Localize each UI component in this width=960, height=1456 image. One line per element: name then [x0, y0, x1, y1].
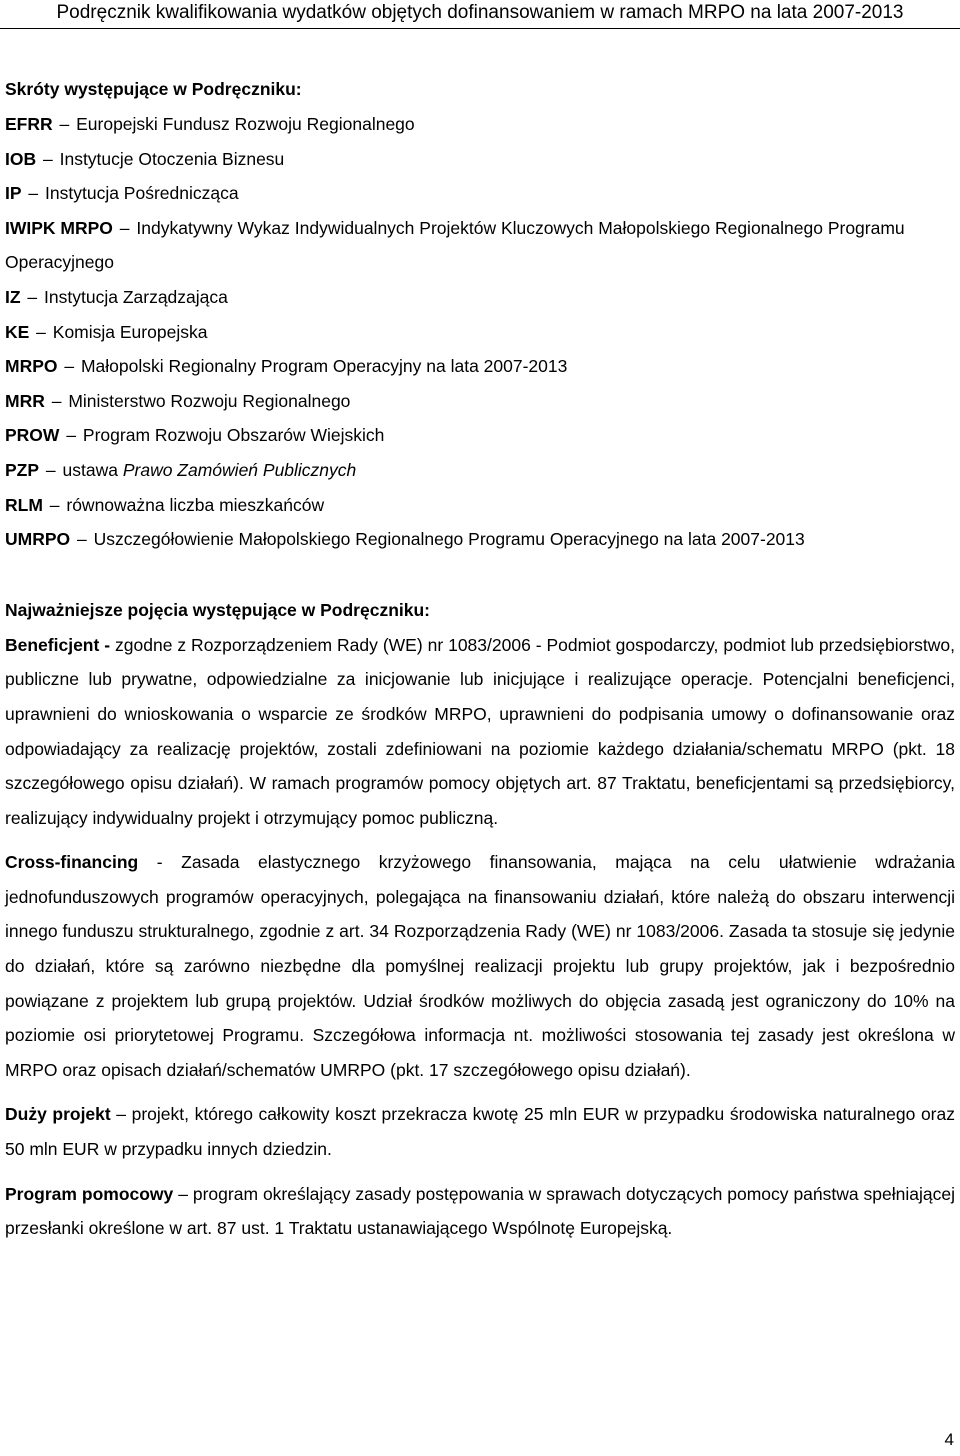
concept-separator: –: [110, 1104, 132, 1125]
concept-beneficjent: [5, 628, 955, 836]
abbreviation-item: PROW – Program Rozwoju Obszarów Wiejskich: [5, 425, 385, 446]
abbreviation-item: KE – Komisja Europejska: [5, 321, 208, 342]
abbreviation-term: IWIPK MRPO: [5, 217, 113, 238]
abbreviation-item: IWIPK MRPO – Indykatywny Wykaz Indywidualnych Projektów Kluczowych Małopolskiego Regionalnego Programu Operacyjnego: [5, 217, 905, 273]
abbreviation-term: IOB: [5, 148, 37, 169]
page-number: 4: [944, 1430, 954, 1449]
abbreviation-term: MRPO: [5, 356, 58, 377]
concept-text: Zasada elastycznego krzyżowego finansowania, mająca na celu ułatwienie wdrażania jednofunduszowych programów operacyjnych, polegająca na finansowaniu działań, które należą do obszaru interwencji innego funduszu strukturalnego, zgodnie z art. 34 Rozporządzenia Rady (WE) nr 1083/2006. Zasada ta stosuje się jedynie do działań, które są zarówno niezbędne dla pomyślnej realizacji projektu lub grupy projektów, jak i bezpośrednio powiązane z projektem lub grupą projektów. Udział środków możliwych do objęcia zasadą jest ograniczony do 10% na poziomie osi priorytetowej Programu. Szczegółowa informacja nt. możliwości stosowania tej zasady jest określona w MRPO oraz opisach działań/schematów UMRPO (pkt. 17 szczegółowego opisu działań).: [5, 852, 955, 1080]
concept-text: projekt, którego całkowity koszt przekracza kwotę 25 mln EUR w przypadku środowiska naturalnego oraz 50 mln EUR w przypadku innych dziedzin.: [5, 1104, 955, 1160]
abbreviation-definition: Instytucja Zarządzająca: [44, 286, 228, 307]
abbreviation-item: EFRR – Europejski Fundusz Rozwoju Regionalnego: [5, 114, 415, 134]
abbreviation-definition: Instytucje Otoczenia Biznesu: [59, 148, 285, 169]
abbreviation-term: KE: [5, 321, 30, 342]
abbreviation-definition: Europejski Fundusz Rozwoju Regionalnego: [76, 114, 415, 134]
abbreviation-term: UMRPO: [5, 529, 71, 550]
abbreviation-item: PZP – ustawa Prawo Zamówień Publicznych: [5, 459, 357, 480]
abbreviation-item: IOB – Instytucje Otoczenia Biznesu: [5, 148, 285, 169]
page-content: [5, 72, 955, 1246]
concept-separator: -: [99, 634, 116, 655]
abbreviations-heading: Skróty występujące w Podręczniku:: [5, 79, 302, 99]
concept-text: zgodne z Rozporządzeniem Rady (WE) nr 1083/2006 - Podmiot gospodarczy, podmiot lub przedsiębiorstwo, publiczne lub prywatne, odpowiedzialne za inicjowanie lub inicjujące i realizujące operacje. Potencjalni beneficjenci, uprawnieni do wnioskowania o wsparcie ze środków MRPO, uprawnieni do podpisania umowy o dofinansowanie oraz odpowiadający za realizację projektów, zostali zdefiniowani na poziomie każdego działania/schematu MRPO (pkt. 18 szczegółowego opisu działań). W ramach programów pomocy objętych art. 87 Traktatu, beneficjentami są przedsiębiorcy, realizujący indywidualny projekt i otrzymujący pomoc publiczną.: [5, 634, 955, 828]
abbreviation-term: RLM: [5, 494, 43, 515]
abbreviation-term: PROW: [5, 425, 60, 446]
abbreviation-item: MRR – Ministerstwo Rozwoju Regionalnego: [5, 390, 351, 411]
abbreviation-item: IZ – Instytucja Zarządzająca: [5, 286, 228, 307]
abbreviation-term: MRR: [5, 390, 45, 411]
abbreviation-definition-prefix: ustawa: [62, 459, 118, 480]
abbreviation-term: PZP: [5, 459, 40, 480]
concept-separator: –: [173, 1183, 193, 1204]
abbreviation-definition: Program Rozwoju Obszarów Wiejskich: [82, 425, 385, 446]
concept-text: program określający zasady postępowania w sprawach dotyczących pomocy państwa spełniającej przesłanki określone w art. 87 ust. 1 Traktatu ustanawiającego Wspólnotę Europejską.: [5, 1183, 955, 1239]
concept-term: Cross-financing: [5, 852, 139, 873]
abbreviation-definition: Uszczegółowienie Małopolskiego Regionalnego Programu Operacyjnego na lata 2007-2013: [93, 529, 805, 550]
concept-term: Duży projekt: [5, 1104, 111, 1125]
concept-program-pomocowy: [5, 1177, 955, 1246]
abbreviation-definition: równoważna liczba mieszkańców: [66, 494, 325, 515]
abbreviation-item: RLM – równoważna liczba mieszkańców: [5, 494, 325, 515]
concept-duzy-projekt: [5, 1097, 955, 1166]
abbreviation-definition: Instytucja Pośrednicząca: [45, 183, 239, 204]
abbreviation-item: UMRPO – Uszczegółowienie Małopolskiego Regionalnego Programu Operacyjnego na lata 2007-2013: [5, 529, 805, 550]
concept-cross-financing: [5, 845, 955, 1087]
concept-term: Program pomocowy: [5, 1183, 174, 1204]
abbreviation-definition: Indykatywny Wykaz Indywidualnych Projektów Kluczowych Małopolskiego Regionalnego Programu Operacyjnego: [5, 217, 905, 273]
abbreviation-definition: Komisja Europejska: [52, 321, 208, 342]
page-header: Podręcznik kwalifikowania wydatków objętych dofinansowaniem w ramach MRPO na lata 2007-2013: [56, 2, 904, 23]
abbreviation-term: IZ: [5, 286, 21, 307]
header-divider: [0, 28, 960, 29]
abbreviation-definition-italic: Prawo Zamówień Publicznych: [122, 459, 357, 480]
abbreviation-item: IP – Instytucja Pośrednicząca: [5, 183, 239, 204]
abbreviation-item: MRPO – Małopolski Regionalny Program Operacyjny na lata 2007-2013: [5, 356, 568, 377]
abbreviations-list: [5, 107, 955, 557]
concept-term: Beneficjent: [5, 634, 100, 655]
concepts-heading: Najważniejsze pojęcia występujące w Podręczniku:: [5, 599, 431, 620]
abbreviation-definition: Ministerstwo Rozwoju Regionalnego: [68, 390, 351, 411]
abbreviation-term: IP: [5, 183, 22, 204]
abbreviation-term: EFRR: [5, 114, 53, 134]
abbreviation-definition: Małopolski Regionalny Program Operacyjny na lata 2007-2013: [80, 356, 568, 377]
concept-separator: -: [138, 852, 182, 873]
